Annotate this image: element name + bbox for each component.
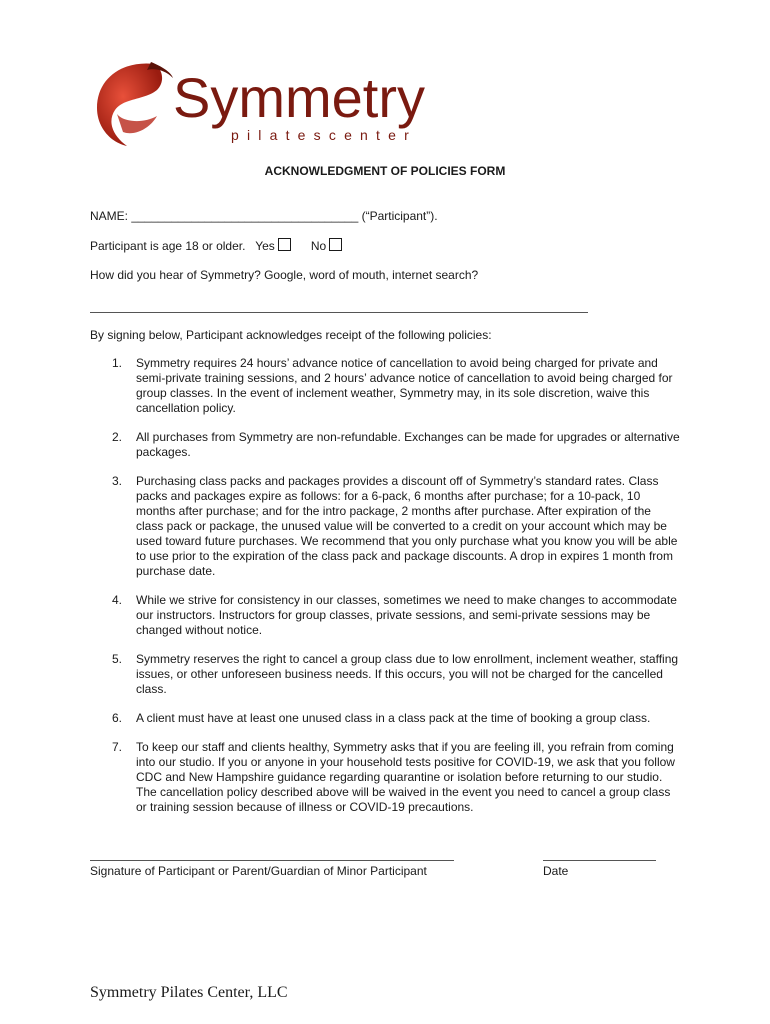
policy-list bbox=[90, 356, 680, 829]
swirl-logo-icon bbox=[93, 60, 183, 150]
footer-company-name: Symmetry Pilates Center, LLC bbox=[90, 984, 288, 1001]
logo-wordmark: Symmetry bbox=[173, 66, 425, 129]
age-question-text: Participant is age 18 or older. bbox=[90, 239, 246, 253]
form-title: ACKNOWLEDGMENT OF POLICIES FORM bbox=[264, 164, 506, 178]
policies-intro: By signing below, Participant acknowledges receipt of the following policies: bbox=[90, 328, 492, 342]
list-item: 4. While we strive for consistency in our classes, sometimes we need to make changes to accommodate our instructors. Instructors for group classes, private sessions, and semi-private sessions may be changed without notice. bbox=[112, 593, 677, 637]
yes-label: Yes bbox=[255, 239, 275, 253]
date-line[interactable] bbox=[543, 860, 656, 861]
referral-question: How did you hear of Symmetry? Google, word of mouth, internet search? bbox=[90, 268, 479, 282]
no-label: No bbox=[310, 239, 327, 253]
yes-checkbox[interactable] bbox=[278, 238, 291, 251]
list-item: 2. All purchases from Symmetry are non-refundable. Exchanges can be made for upgrades or alternative packages. bbox=[112, 430, 680, 459]
company-logo bbox=[93, 60, 433, 150]
name-field[interactable]: NAME: __________________________________ (“Participant”). bbox=[90, 209, 438, 223]
list-item: 3. Purchasing class packs and packages provides a discount off of Symmetry’s standard rates. Class packs and packages expire as follows: for a 6-pack, 6 months after purchase; for a 10-pack, 10 months after purchase; and for the intro package, 2 months after purchase. After expiration of the class pack or package, the unused value will be converted to a credit on your account which may be used toward future purchases. We recommend that you only purchase what you know you will be able to use prior to the expiration of the class pack and package discounts. A drop in expires 1 month from purchase date. bbox=[112, 474, 678, 578]
logo-subtitle: pilatescenter bbox=[231, 127, 417, 143]
signature-label: Signature of Participant or Parent/Guardian of Minor Participant bbox=[90, 864, 427, 878]
date-label: Date bbox=[543, 864, 569, 878]
age-question bbox=[90, 238, 342, 254]
referral-answer-line[interactable] bbox=[90, 312, 588, 313]
signature-line[interactable] bbox=[90, 860, 454, 861]
list-item: 5. Symmetry reserves the right to cancel a group class due to low enrollment, inclement weather, staffing issues, or other unforeseen business needs. If this occurs, you will not be charged for the cancelled class. bbox=[112, 652, 679, 696]
list-item: 1. Symmetry requires 24 hours’ advance notice of cancellation to avoid being charged for private and semi-private training sessions, and 2 hours’ advance notice of cancellation to avoid being charged for group classes. In the event of inclement weather, Symmetry may, in its sole discretion, waive this cancellation policy. bbox=[112, 356, 673, 415]
list-item: 6. A client must have at least one unused class in a class pack at the time of booking a group class. bbox=[112, 711, 651, 725]
list-item: 7. To keep our staff and clients healthy, Symmetry asks that if you are feeling ill, you refrain from coming into our studio. If you or anyone in your household tests positive for COVID-19, we ask that you follow CDC and New Hampshire guidance regarding quarantine or isolation before returning to our studio. The cancellation policy described above will be waived in the event you need to cancel a group class or training session because of illness or COVID-19 precautions. bbox=[112, 740, 675, 814]
no-checkbox[interactable] bbox=[329, 238, 342, 251]
